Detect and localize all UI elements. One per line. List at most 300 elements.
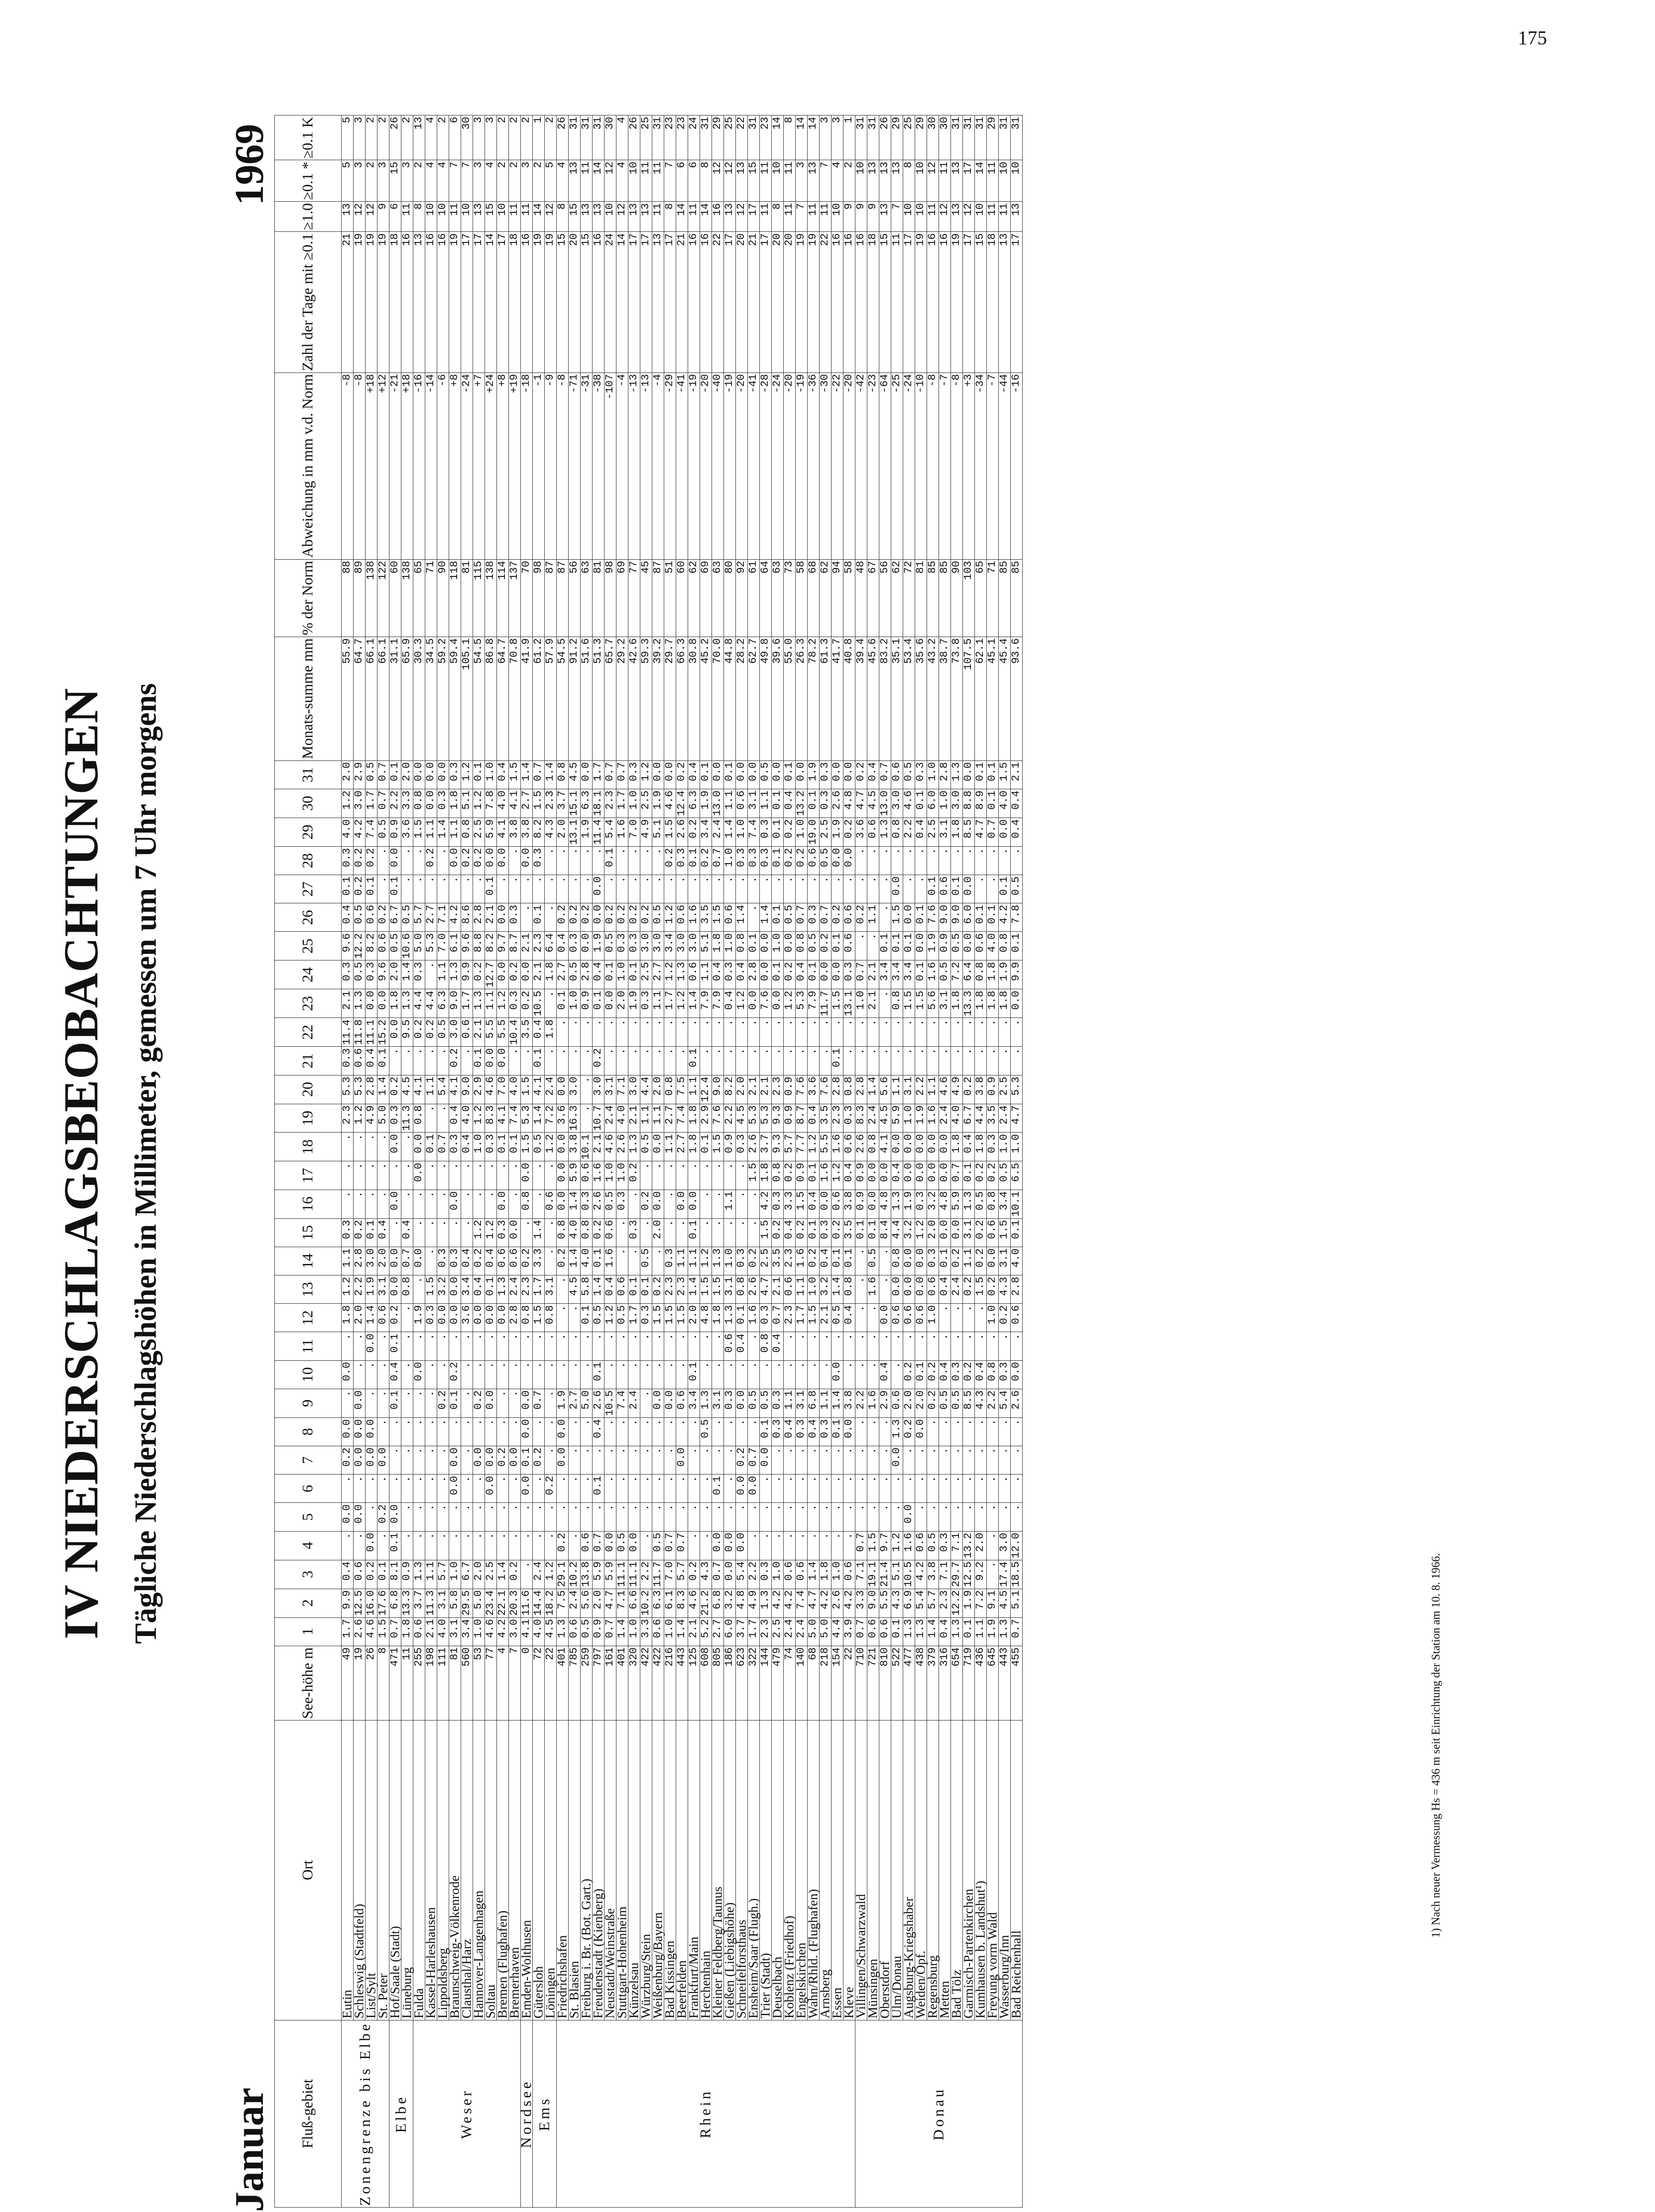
daily-value: 0.5 (748, 1389, 760, 1417)
daily-value: . (413, 1047, 425, 1075)
daily-value: 1.1 (688, 1247, 700, 1275)
daily-value: 0.2 (389, 1304, 401, 1332)
daily-value: 1.1 (820, 1389, 831, 1417)
daily-value: 0.0 (581, 932, 593, 960)
daily-value: . (461, 1389, 473, 1417)
daily-value: 0.4 (867, 760, 879, 789)
daily-value: . (855, 1247, 867, 1275)
daily-value: . (700, 1190, 712, 1218)
daily-value: 3.5 (700, 903, 712, 932)
daily-value: 2.4 (796, 1617, 808, 1646)
deviation-from-norm: -31 (581, 373, 593, 559)
daily-value: . (724, 1360, 736, 1389)
daily-value: 1.1 (796, 1275, 808, 1304)
daily-value: 4.0 (999, 789, 1011, 818)
daily-value: 3.1 (604, 1075, 616, 1104)
daily-value: 0.0 (354, 1503, 366, 1531)
station-name: Freudenstadt (Kienberg) (593, 1720, 604, 2020)
daily-value: . (545, 1047, 557, 1075)
daily-value: . (497, 1360, 509, 1389)
daily-value: . (975, 846, 987, 875)
station-elevation: 785 (569, 1646, 581, 1720)
percent-of-norm: 81 (461, 559, 473, 637)
daily-value: 4.6 (366, 1617, 377, 1646)
percent-of-norm: 65 (413, 559, 425, 637)
daily-value: . (473, 1190, 485, 1218)
deviation-from-norm: -19 (724, 373, 736, 559)
daily-value: 9.3 (772, 1104, 784, 1133)
daily-value: 0.3 (628, 1218, 640, 1247)
col-sum: Monats-summe mm (275, 637, 342, 760)
daily-value: . (664, 1190, 676, 1218)
daily-value: 0.4 (939, 1617, 951, 1646)
daily-value: . (915, 1018, 927, 1047)
station-elevation: 125 (688, 1646, 700, 1720)
day-count: 11 (999, 202, 1011, 232)
daily-value: . (820, 1047, 831, 1075)
daily-value: . (485, 1332, 497, 1360)
daily-value: 0.3 (736, 1133, 748, 1161)
daily-value: 0.0 (760, 960, 772, 989)
station-name: Deuselbach (772, 1720, 784, 2020)
daily-value: 0.7 (820, 903, 831, 932)
daily-value: . (521, 1560, 533, 1589)
daily-value: 1.2 (545, 1560, 557, 1589)
daily-value: 3.6 (557, 1104, 569, 1133)
daily-value: . (664, 1446, 676, 1475)
daily-value: . (461, 1161, 473, 1190)
monthly-sum: 65.9 (401, 637, 413, 760)
daily-value: 0.2 (975, 1247, 987, 1275)
daily-value: 2.3 (521, 1275, 533, 1304)
daily-value: . (867, 875, 879, 903)
day-count: 14 (700, 202, 712, 232)
daily-value: 2.3 (604, 789, 616, 818)
deviation-from-norm: -41 (676, 373, 688, 559)
daily-value: . (760, 875, 772, 903)
daily-value: 0.1 (712, 1475, 724, 1503)
daily-value: . (461, 1218, 473, 1247)
daily-value: 1.1 (724, 1190, 736, 1218)
daily-value: 2.9 (700, 1104, 712, 1133)
daily-value: 4.5 (867, 789, 879, 818)
daily-value: 0.0 (963, 875, 975, 903)
daily-value: . (377, 1531, 389, 1560)
monthly-sum: 59.3 (640, 637, 652, 760)
daily-value: 2.4 (867, 1104, 879, 1133)
percent-of-norm: 62 (688, 559, 700, 637)
page-subtitle: Tägliche Niederschlagshöhen in Millimeter, gemessen um 7 Uhr morgens (129, 683, 163, 1644)
daily-value: 10.6 (401, 932, 413, 960)
monthly-sum: 40.8 (843, 637, 855, 760)
day-count: 19 (796, 232, 808, 373)
daily-value: 3.1 (437, 1589, 449, 1617)
day-count: 13 (999, 232, 1011, 373)
daily-value: 1.2 (473, 789, 485, 818)
daily-value: 13.1 (843, 989, 855, 1018)
daily-value: 3.4 (879, 960, 891, 989)
daily-value: 2.1 (593, 1133, 604, 1161)
daily-value: 0.5 (760, 760, 772, 789)
daily-value: 0.6 (461, 1018, 473, 1047)
daily-value: 0.1 (497, 1133, 509, 1161)
daily-value: 5.6 (927, 989, 939, 1018)
daily-value: 0.3 (342, 1047, 354, 1075)
daily-value: . (831, 1446, 843, 1475)
daily-value: 0.2 (354, 1218, 366, 1247)
daily-value: 3.0 (999, 1531, 1011, 1560)
daily-value: . (820, 1332, 831, 1360)
day-count: 3 (473, 160, 485, 202)
daily-value: 0.8 (891, 989, 903, 1018)
percent-of-norm: 89 (354, 559, 366, 637)
daily-value: 0.1 (987, 903, 999, 932)
daily-value: 4.9 (366, 1104, 377, 1133)
daily-value: 1.8 (975, 989, 987, 1018)
deviation-from-norm: -29 (664, 373, 676, 559)
daily-value: . (843, 1475, 855, 1503)
daily-value: . (724, 1018, 736, 1047)
day-count: 15 (389, 160, 401, 202)
daily-value: 0.3 (760, 846, 772, 875)
daily-value: . (855, 1417, 867, 1446)
day-count: 26 (628, 115, 640, 160)
station-name: Bad Kissingen (664, 1720, 676, 2020)
monthly-sum: 93.6 (1011, 637, 1023, 760)
daily-value: 0.2 (640, 1190, 652, 1218)
daily-value: 0.2 (808, 1247, 820, 1275)
daily-value: 2.8 (748, 960, 760, 989)
page-title: IV NIEDERSCHLAGSBEOBACHTUNGEN (54, 687, 108, 1640)
daily-value: 5.8 (581, 1275, 593, 1304)
daily-value: 8.7 (796, 1104, 808, 1133)
deviation-from-norm: -24 (772, 373, 784, 559)
daily-value: . (604, 1503, 616, 1531)
daily-value: . (413, 1190, 425, 1218)
daily-value: . (855, 1018, 867, 1047)
daily-value: . (748, 1047, 760, 1075)
daily-value: 0.3 (760, 818, 772, 846)
daily-value: . (640, 1417, 652, 1446)
day-count: 11 (640, 160, 652, 202)
daily-value: . (664, 1417, 676, 1446)
daily-value: . (855, 1304, 867, 1332)
daily-value: 0.2 (855, 903, 867, 932)
station-elevation: 805 (712, 1646, 724, 1720)
day-count: 11 (927, 202, 939, 232)
monthly-sum: 45.4 (999, 637, 1011, 760)
daily-value: 9.9 (1011, 960, 1023, 989)
daily-value: . (772, 1475, 784, 1503)
daily-value: . (437, 1047, 449, 1075)
day-count: 8 (772, 202, 784, 232)
river-basin: Ems (533, 2020, 557, 2207)
station-name: Freyung vorm Wald (987, 1720, 999, 2020)
daily-value: 0.1 (867, 1218, 879, 1247)
daily-value: 0.1 (640, 1275, 652, 1304)
daily-value: 1.5 (760, 1218, 772, 1247)
daily-value: 0.7 (604, 1617, 616, 1646)
daily-value: . (377, 1332, 389, 1360)
daily-value: 1.5 (903, 989, 915, 1018)
daily-value: 3.3 (533, 1247, 545, 1275)
daily-value: 0.1 (449, 1389, 461, 1417)
daily-value: 1.9 (413, 1304, 425, 1332)
daily-value: . (413, 1218, 425, 1247)
day-count: 17 (748, 202, 760, 232)
daily-value: 4.5 (999, 1589, 1011, 1617)
day-count: 2 (545, 115, 557, 160)
table-row (975, 115, 987, 2208)
daily-value: 0.0 (497, 846, 509, 875)
daily-value: 10.5 (533, 989, 545, 1018)
daily-value: 0.2 (784, 960, 796, 989)
daily-value: 0.0 (437, 1304, 449, 1332)
monthly-sum: 66.3 (676, 637, 688, 760)
daily-value: 0.4 (1011, 789, 1023, 818)
percent-of-norm: 62 (820, 559, 831, 637)
station-elevation: 4 (497, 1646, 509, 1720)
day-count: 31 (748, 115, 760, 160)
daily-value: . (903, 1446, 915, 1475)
day-count: 11 (688, 202, 700, 232)
daily-value: 0.0 (366, 1446, 377, 1475)
daily-value: . (497, 1417, 509, 1446)
daily-value: . (509, 1190, 521, 1218)
daily-value: 7.0 (497, 1075, 509, 1104)
deviation-from-norm: -9 (545, 373, 557, 559)
daily-value: . (342, 1475, 354, 1503)
daily-value: . (736, 1047, 748, 1075)
percent-of-norm: 114 (497, 559, 509, 637)
day-count: 2 (401, 115, 413, 160)
daily-value: 0.0 (366, 1332, 377, 1360)
day-count: 23 (676, 115, 688, 160)
daily-value: . (557, 846, 569, 875)
daily-value: . (915, 1475, 927, 1503)
daily-value: 7.0 (664, 1560, 676, 1589)
daily-value: 2.1 (688, 1617, 700, 1646)
daily-value: . (461, 875, 473, 903)
daily-value: 0.0 (736, 1531, 748, 1560)
daily-value: 3.5 (987, 1104, 999, 1133)
daily-value: . (987, 1503, 999, 1531)
daily-value: 0.5 (354, 960, 366, 989)
daily-value: 3.1 (545, 1275, 557, 1304)
station-elevation: 49 (342, 1646, 354, 1720)
col-elevation: See-höhe m (275, 1646, 342, 1720)
col-day-1: 1 (275, 1617, 342, 1646)
daily-value: . (401, 1047, 413, 1075)
daily-value: . (628, 1247, 640, 1275)
daily-value: . (879, 1018, 891, 1047)
daily-value: 5.4 (736, 1560, 748, 1589)
daily-value: 0.6 (784, 1560, 796, 1589)
daily-value: 0.1 (688, 1047, 700, 1075)
daily-value: 6.3 (688, 789, 700, 818)
daily-value: 1.3 (760, 1589, 772, 1617)
deviation-from-norm: -21 (389, 373, 401, 559)
daily-value: 7.9 (712, 989, 724, 1018)
daily-value: . (449, 1161, 461, 1190)
daily-value: 0.6 (891, 1389, 903, 1417)
daily-value: 0.2 (772, 1218, 784, 1247)
day-count: 10 (437, 202, 449, 232)
daily-value: 0.4 (808, 1190, 820, 1218)
daily-value: 0.0 (366, 1417, 377, 1446)
daily-value: 23.4 (485, 1589, 497, 1617)
day-count: 2 (366, 115, 377, 160)
daily-value: 10.2 (640, 1589, 652, 1617)
daily-value: 1.7 (616, 789, 628, 818)
daily-value: 0.2 (593, 1047, 604, 1075)
daily-value: . (425, 1104, 437, 1133)
daily-value: 2.0 (593, 1589, 604, 1617)
daily-value: 0.0 (939, 1161, 951, 1190)
station-name: Kleve (843, 1720, 855, 2020)
daily-value: 1.3 (473, 989, 485, 1018)
daily-value: . (903, 875, 915, 903)
daily-value: 9.7 (497, 932, 509, 960)
day-count: 9 (843, 202, 855, 232)
day-count: 2 (521, 115, 533, 160)
daily-value: 0.5 (700, 1417, 712, 1446)
station-name: Augsburg-Kriegshaber (903, 1720, 915, 2020)
daily-value: 0.2 (389, 1075, 401, 1104)
daily-value: . (820, 1475, 831, 1503)
day-count: 15 (485, 202, 497, 232)
daily-value: 0.3 (772, 1417, 784, 1446)
daily-value: . (521, 1332, 533, 1360)
daily-value: 1.2 (485, 1218, 497, 1247)
daily-value: . (987, 1417, 999, 1446)
daily-value: . (712, 1503, 724, 1531)
daily-value: 1.0 (724, 932, 736, 960)
daily-value: 1.0 (604, 1161, 616, 1190)
daily-value: 5.0 (808, 1617, 820, 1646)
daily-value: 0.0 (521, 960, 533, 989)
daily-value: 18.1 (593, 789, 604, 818)
daily-value: 0.0 (915, 1247, 927, 1275)
daily-value: . (461, 1332, 473, 1360)
daily-value: 0.3 (999, 1360, 1011, 1389)
station-elevation: 11 (401, 1646, 413, 1720)
daily-value: 1.1 (927, 1075, 939, 1104)
daily-value: 0.1 (533, 903, 545, 932)
daily-value: . (425, 1190, 437, 1218)
day-count: 26 (879, 115, 891, 160)
daily-value: 5.4 (999, 1389, 1011, 1417)
day-count: 4 (425, 160, 437, 202)
daily-value: 2.3 (342, 1104, 354, 1133)
daily-value: 2.3 (784, 1247, 796, 1275)
daily-value: 0.0 (987, 1247, 999, 1275)
table-row (593, 115, 604, 2208)
daily-value: 4.6 (485, 1075, 497, 1104)
daily-value: 1.3 (700, 1389, 712, 1417)
daily-value: . (987, 875, 999, 903)
daily-value: 0.7 (796, 903, 808, 932)
daily-value: . (688, 875, 700, 903)
daily-value: 2.5 (772, 1617, 784, 1646)
day-count: 2 (366, 160, 377, 202)
daily-value: 0.0 (748, 1475, 760, 1503)
daily-value: . (533, 1417, 545, 1446)
day-count: 19 (366, 232, 377, 373)
daily-value: 0.1 (784, 760, 796, 789)
daily-value: 0.2 (963, 1075, 975, 1104)
daily-value: 0.3 (736, 1247, 748, 1275)
daily-value: 8.2 (724, 1075, 736, 1104)
year-label: 1969 (227, 124, 272, 205)
table-row (389, 115, 401, 2208)
daily-value: . (748, 1417, 760, 1446)
daily-value: 7.1 (616, 1075, 628, 1104)
col-day-20: 20 (275, 1075, 342, 1104)
daily-value: 0.3 (820, 1417, 831, 1446)
daily-value: 0.3 (437, 789, 449, 818)
daily-value: 0.1 (1011, 1218, 1023, 1247)
daily-value: 4.3 (975, 1389, 987, 1417)
day-count: 16 (437, 232, 449, 373)
daily-value: 1.0 (628, 789, 640, 818)
table-row (401, 115, 413, 2208)
deviation-from-norm: -41 (748, 373, 760, 559)
daily-value: 1.8 (975, 1133, 987, 1161)
daily-value: 8.9 (975, 789, 987, 818)
table-row (652, 115, 664, 2208)
daily-value: . (736, 1218, 748, 1247)
day-count: 17 (628, 232, 640, 373)
daily-value: . (999, 1475, 1011, 1503)
daily-value: . (664, 1047, 676, 1075)
daily-value: . (413, 846, 425, 875)
day-count: 31 (867, 115, 879, 160)
day-count: 13 (891, 160, 903, 202)
daily-value: . (927, 1475, 939, 1503)
deviation-from-norm: -10 (915, 373, 927, 559)
daily-value: 1.9 (628, 989, 640, 1018)
daily-value: 1.1 (449, 818, 461, 846)
daily-value: 0.4 (796, 960, 808, 989)
table-row (497, 115, 509, 2208)
daily-value: 3.4 (700, 818, 712, 846)
daily-value: 6.1 (449, 932, 461, 960)
daily-value: 0.0 (389, 1190, 401, 1218)
daily-value: . (664, 1018, 676, 1047)
deviation-from-norm: -8 (927, 373, 939, 559)
daily-value: 11.1 (616, 1560, 628, 1589)
daily-value: . (652, 1247, 664, 1275)
daily-value: 0.1 (389, 1531, 401, 1560)
daily-value: . (616, 1360, 628, 1389)
daily-value: . (808, 1446, 820, 1475)
daily-value: 0.0 (879, 1161, 891, 1190)
daily-value: 0.1 (808, 960, 820, 989)
daily-value: 0.4 (1011, 818, 1023, 846)
daily-value: 0.7 (855, 960, 867, 989)
table-row (772, 115, 784, 2208)
daily-value: 0.5 (593, 1304, 604, 1332)
deviation-from-norm: -25 (891, 373, 903, 559)
page-number: 175 (1518, 27, 1547, 49)
day-count: 23 (760, 115, 772, 160)
daily-value: . (366, 1389, 377, 1417)
daily-value: 1.2 (342, 1275, 354, 1304)
day-count: 10 (461, 202, 473, 232)
table-row (485, 115, 497, 2208)
daily-value: 0.2 (545, 1475, 557, 1503)
